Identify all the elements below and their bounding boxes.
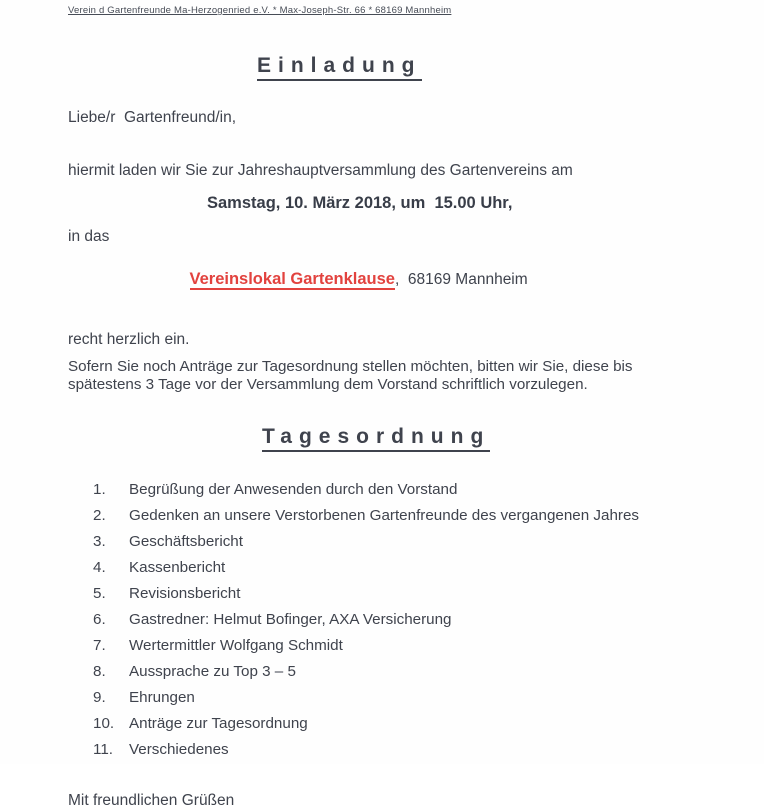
- intro-line: hiermit laden wir Sie zur Jahreshauptversammlung des Gartenvereins am: [68, 162, 573, 179]
- agenda-item-number: 1.: [93, 481, 106, 498]
- motions-note: Sofern Sie noch Anträge zur Tagesordnung stellen möchten, bitten wir Sie, diese bis spätestens 3 Tage vor der Versammlung dem Vorstand schriftlich vorzulegen.: [68, 358, 633, 393]
- agenda-item-text: Gastredner: Helmut Bofinger, AXA Versicherung: [129, 611, 452, 628]
- agenda-item: [68, 663, 696, 680]
- agenda-title-row: [68, 394, 696, 452]
- agenda-item-text: Aussprache zu Top 3 – 5: [129, 663, 296, 680]
- agenda-item: [68, 741, 696, 758]
- signoff: Mit freundlichen Grüßen: [68, 792, 235, 809]
- agenda-item-number: 6.: [93, 611, 106, 628]
- salutation: Liebe/r Gartenfreund/in,: [68, 109, 237, 126]
- agenda-item: [68, 585, 696, 602]
- letterhead-sender-line: Verein d Gartenfreunde Ma-Herzogenried e.V. * Max-Joseph-Str. 66 * 68169 Mannheim: [68, 5, 452, 16]
- invite-close: recht herzlich ein.: [68, 331, 190, 348]
- agenda-item-text: Revisionsbericht: [129, 585, 241, 602]
- agenda-item-text: Gedenken an unsere Verstorbenen Gartenfreunde des vergangenen Jahres: [129, 507, 639, 524]
- agenda-item: [68, 533, 696, 550]
- agenda-item: [68, 481, 696, 498]
- agenda-item-number: 5.: [93, 585, 106, 602]
- agenda-item: [68, 559, 696, 576]
- venue-city: , 68169 Mannheim: [394, 271, 528, 288]
- agenda-item-number: 2.: [93, 507, 106, 524]
- agenda-item: [68, 611, 696, 628]
- agenda-item-text: Anträge zur Tagesordnung: [129, 715, 308, 732]
- agenda-title: Tagesordnung: [262, 425, 490, 452]
- agenda-item-number: 10.: [93, 715, 115, 732]
- event-datetime: Samstag, 10. März 2018, um 15.00 Uhr,: [207, 194, 513, 212]
- agenda-item-text: Begrüßung der Anwesenden durch den Vorstand: [129, 481, 458, 498]
- title-row: [68, 16, 696, 81]
- venue-line: [162, 246, 696, 313]
- agenda-item-number: 4.: [93, 559, 106, 576]
- agenda-item-number: 7.: [93, 637, 106, 654]
- venue-name: Vereinslokal Gartenklause: [189, 270, 395, 288]
- letter-content: [68, 0, 696, 810]
- agenda-item-number: 8.: [93, 663, 106, 680]
- agenda-item: [68, 689, 696, 706]
- agenda-item-text: Geschäftsbericht: [129, 533, 243, 550]
- venue-intro: in das: [68, 228, 110, 245]
- agenda-item: [68, 715, 696, 732]
- agenda-item-text: Kassenbericht: [129, 559, 226, 576]
- agenda-item-text: Wertermittler Wolfgang Schmidt: [129, 637, 343, 654]
- agenda-item-number: 9.: [93, 689, 106, 706]
- agenda-item-text: Ehrungen: [129, 689, 195, 706]
- agenda-item-number: 3.: [93, 533, 106, 550]
- agenda-list: [68, 481, 696, 758]
- agenda-item: [68, 637, 696, 654]
- agenda-item-text: Verschiedenes: [129, 741, 229, 758]
- agenda-item: [68, 507, 696, 524]
- document-title: Einladung: [257, 54, 422, 81]
- agenda-item-number: 11.: [93, 741, 113, 758]
